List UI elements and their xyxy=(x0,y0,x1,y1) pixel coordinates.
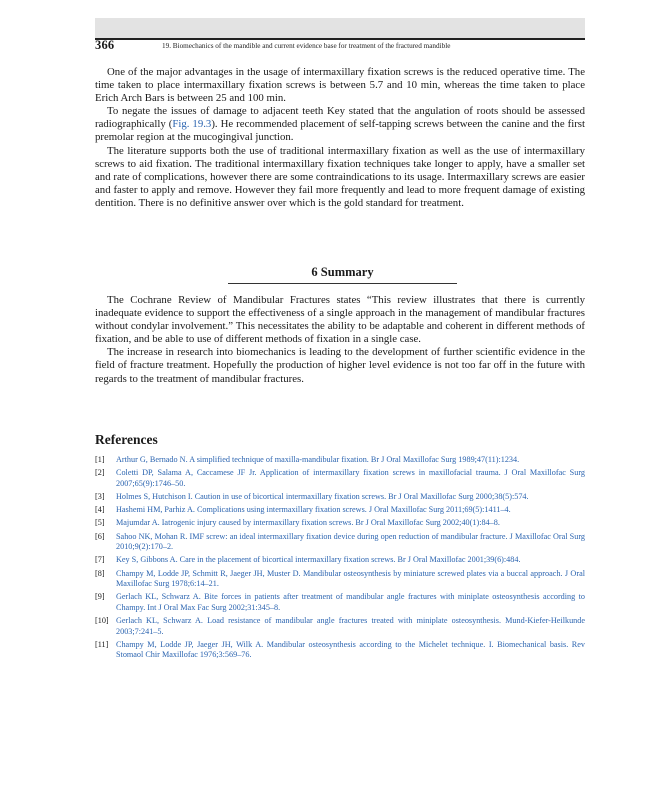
reference-item xyxy=(95,468,585,489)
paragraph: The literature supports both the use of traditional intermaxillary fixation as well as the use of intermaxillary screws to aid fixation. The traditional intermaxillary fixation techniques take longer to apply, have a smaller set and rate of complications, however there are some contraindications to its usage. Intermaxillary screws are easier and faster to apply and remove. However they fail more frequently and lead to more frequent damage of existing dentition. There is no definitive answer over which is the gold standard for treatment. xyxy=(95,144,585,209)
reference-number: [11] xyxy=(95,639,109,649)
reference-item xyxy=(95,518,585,529)
reference-link[interactable]: Gerlach KL, Schwarz A. Load resistance of mandibular angle fractures treated with miniplate osteosynthesis. Mund-Kiefer-Heilkunde 2003;7:241–5. xyxy=(116,616,585,636)
paragraph-text: To negate the issues of damage to adjacent teeth Key stated that the angulation of roots should be assessed radiographically ( xyxy=(95,105,585,131)
header-rule xyxy=(95,38,585,40)
reference-number: [5] xyxy=(95,518,105,528)
paragraph: The increase in research into biomechanics is leading to the development of further scientific evidence in the field of fracture treatment. Hopefully the production of higher level evidence is not too far off in the future with regards to the treatment of mandibular fractures. xyxy=(95,346,585,385)
reference-item xyxy=(95,592,585,613)
paragraph: One of the major advantages in the usage of intermaxillary fixation screws is the reduced operative time. The time taken to place intermaxillary fixation screws is between 5.7 and 10 min, whereas the time taken to place Erich Arch Bars is between 25 and 100 min. xyxy=(95,66,585,105)
reference-link[interactable]: Champy M, Lodde JP, Schmitt R, Jaeger JH, Muster D. Mandibular osteosynthesis by miniature screwed plates via a buccal approach. J Oral Maxillofac Surg 1978;6:14–21. xyxy=(116,568,585,589)
references-heading: References xyxy=(95,432,158,447)
running-head: 19. Biomechanics of the mandible and current evidence base for treatment of the fractured mandible xyxy=(162,42,451,50)
reference-number: [2] xyxy=(95,468,105,478)
reference-item xyxy=(95,505,585,516)
reference-item xyxy=(95,492,585,503)
reference-item xyxy=(95,455,585,466)
reference-number: [8] xyxy=(95,568,105,578)
reference-link[interactable]: Gerlach KL, Schwarz A. Bite forces in patients after treatment of mandibular angle fractures with miniplate osteosynthesis according to Champy. Int J Oral Max Fac Surg 2002;31:345–8. xyxy=(116,592,585,612)
paragraph-text: ). He recommended placement of self-tapping screws between the canine and the first premolar region at the mucogingival junction. xyxy=(95,118,585,144)
reference-link[interactable]: Key S, Gibbons A. Care in the placement of bicortical intermaxillary fixation screws. Br J Oral Maxillofac 2001;39(6):484. xyxy=(116,555,521,565)
figure-link[interactable]: Fig. 19.3 xyxy=(172,118,212,131)
reference-link[interactable]: Coletti DP, Salama A, Caccamese JF Jr. Application of intermaxillary fixation screws in maxillofacial trauma. J Oral Maxillofac Surg 2007;65(9):1746–50. xyxy=(116,468,585,488)
reference-item xyxy=(95,532,585,553)
reference-link[interactable]: Hashemi HM, Parhiz A. Complications using intermaxillary fixation screws. J Oral Maxillofac Surg 2011;69(5):1411–4. xyxy=(116,505,511,515)
reference-number: [1] xyxy=(95,455,105,464)
reference-number: [9] xyxy=(95,592,105,602)
paragraph xyxy=(95,105,585,144)
reference-link[interactable]: Arthur G, Bernado N. A simplified technique of maxilla-mandibular fixation. Br J Oral Maxillofac Surg 1989;47(11):1234. xyxy=(116,455,520,464)
reference-link[interactable]: Majumdar A. Iatrogenic injury caused by intermaxillary fixation screws. Br J Oral Maxillofac Surg 2002;40(1):84–8. xyxy=(116,518,500,528)
reference-number: [3] xyxy=(95,491,105,501)
reference-item xyxy=(95,640,585,661)
reference-number: [6] xyxy=(95,531,105,541)
section-rule xyxy=(228,283,457,284)
reference-link[interactable]: Champy M, Lodde JP, Jaeger JH, Wilk A. Mandibular osteosynthesis according to the Michelet technique. I. Biomechanical basis. Rev Stomaol Chir Maxillofac 1976;3:569–76. xyxy=(116,639,585,660)
reference-item xyxy=(95,555,585,566)
reference-item xyxy=(95,569,585,590)
reference-list xyxy=(95,455,585,664)
reference-number: [4] xyxy=(95,505,105,515)
summary-text xyxy=(95,294,585,386)
paragraph: The Cochrane Review of Mandibular Fractures states “This review illustrates that there is currently inadequate evidence to support the effectiveness of a single approach in the management of mandibular fractures without condylar involvement.” This necessitates the ability to be adaptable and coherent in different methods of fixation, and be able to use of different methods of fixation in a single case. xyxy=(95,294,585,346)
reference-link[interactable]: Holmes S, Hutchison I. Caution in use of bicortical intermaxillary fixation screws. Br J Oral Maxillofac Surg 2000;38(5):574. xyxy=(116,491,529,501)
intro-text xyxy=(95,66,585,210)
reference-link[interactable]: Sahoo NK, Mohan R. IMF screw: an ideal intermaxillary fixation device during open reduction of mandibular fracture. J Maxillofac Oral Surg 2010;9(2):170–2. xyxy=(116,531,585,552)
reference-number: [7] xyxy=(95,555,105,565)
reference-number: [10] xyxy=(95,616,109,626)
header-band xyxy=(95,18,585,38)
section-title: 6 Summary xyxy=(311,265,374,279)
page-number: 366 xyxy=(95,38,115,52)
reference-item xyxy=(95,616,585,637)
